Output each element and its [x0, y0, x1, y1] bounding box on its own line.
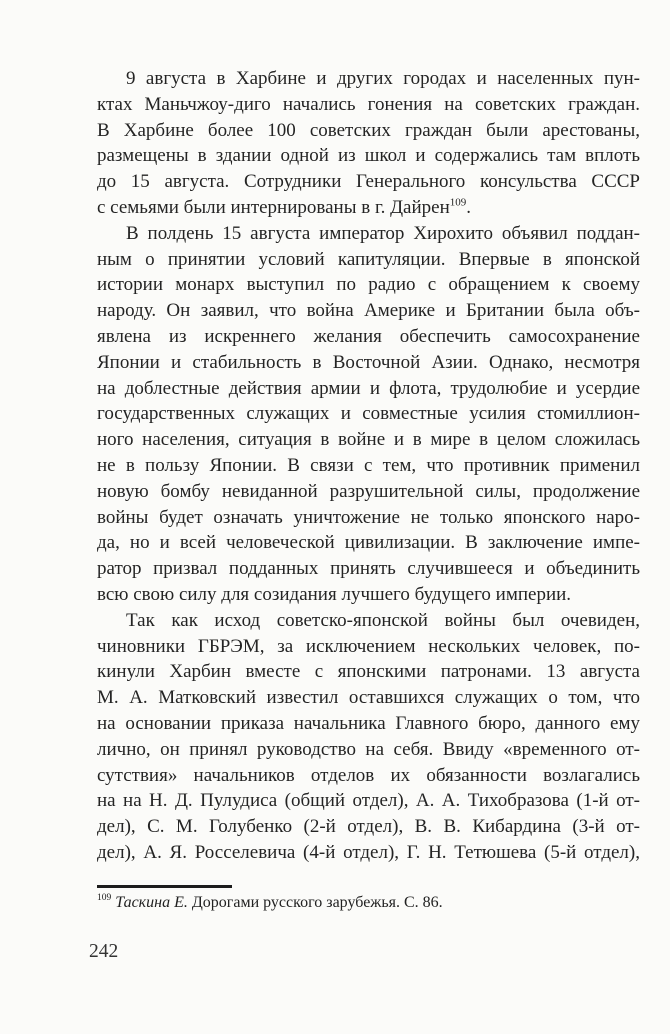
paragraph [97, 608, 640, 866]
text-line: на основании приказа начальника Главного бюро, данного ему [97, 712, 640, 734]
text-line: государственных служащих и совместные усилия стомиллион- [97, 403, 640, 425]
text-line: Японии и стабильность в Восточной Азии. Однако, несмотря [97, 351, 640, 373]
text-line: новую бомбу невиданной разрушительной силы, продолжение [97, 480, 640, 502]
text-line: явлена из искреннего желания обеспечить самосохранение [97, 325, 640, 347]
text-line: с семьями были интернированы в г. Дайрен$^{109}$. [97, 196, 472, 218]
text-line: до 15 августа. Сотрудники Генерального консульства СССР [97, 171, 640, 193]
footnote-marker: 109 [97, 893, 112, 904]
page-number: 242 [89, 941, 119, 962]
text-line: дел), А. Я. Росселевича (4-й отдел), Г. Н. Тетюшева (5-й отдел), [97, 841, 640, 863]
footnote-text: Дорогами русского зарубежья. С. 86. [187, 893, 443, 911]
text-line: М. А. Матковский известил оставшихся служащих о том, что [97, 687, 640, 709]
text-block [97, 66, 640, 913]
paragraph [97, 66, 640, 221]
text-line: народу. Он заявил, что война Америке и Британии была объ- [97, 300, 640, 322]
text-line: да, но и всей человеческой цивилизации. В заключение импе- [97, 532, 640, 554]
text-line: войны будет означать уничтожение не только японского наро- [97, 506, 640, 528]
text-line: дел), С. М. Голубенко (2-й отдел), В. В. Кибардина (3-й от- [97, 816, 640, 838]
text-line: Так как исход советско-японской войны был очевиден, [126, 609, 640, 631]
text-line: В Харбине более 100 советских граждан были арестованы, [97, 119, 640, 141]
text-line: ратор призвал подданных принять случившееся и объединить [97, 558, 640, 580]
paragraph [97, 221, 640, 608]
text-line: ктах Маньчжоу-диго начались гонения на советских граждан. [97, 93, 640, 115]
text-line: на на Н. Д. Пулудиса (общий отдел), А. А. Тихобразова (1-й от- [97, 790, 640, 812]
footnote-reference: 109 [449, 196, 467, 209]
text-line: чиновники ГБРЭМ, за исключением нескольких человек, по- [97, 635, 640, 657]
text-line: 9 августа в Харбине и других городах и населенных пун- [126, 68, 640, 89]
footnote-author: Таскина Е. [115, 893, 188, 911]
text-line: В полдень 15 августа император Хирохито объявил поддан- [126, 222, 640, 244]
text-line: ного населения, ситуация в войне и в мире в целом сложилась [97, 429, 640, 451]
text-line: лично, он принял руководство на себя. Ввиду «временного от- [97, 738, 640, 760]
footnote-separator [97, 885, 232, 888]
text-line: не в пользу Японии. В связи с тем, что противник применил [97, 454, 640, 476]
page-body [97, 66, 640, 866]
text-line: сутствия» начальников отделов их обязанности возлагались [97, 764, 640, 786]
footnote [97, 892, 640, 913]
text-line: ным о принятии условий капитуляции. Впервые в японской [97, 248, 640, 270]
text-line: на доблестные действия армии и флота, трудолюбие и усердие [97, 377, 640, 399]
text-line: кинули Харбин вместе с японскими патронами. 13 августа [97, 661, 640, 683]
text-line: всю свою силу для созидания лучшего будущего империи. [97, 583, 572, 605]
text-line: истории монарх выступил по радио с обращением к своему [97, 274, 640, 296]
text-line: размещены в здании одной из школ и содержались там вплоть [97, 145, 640, 167]
